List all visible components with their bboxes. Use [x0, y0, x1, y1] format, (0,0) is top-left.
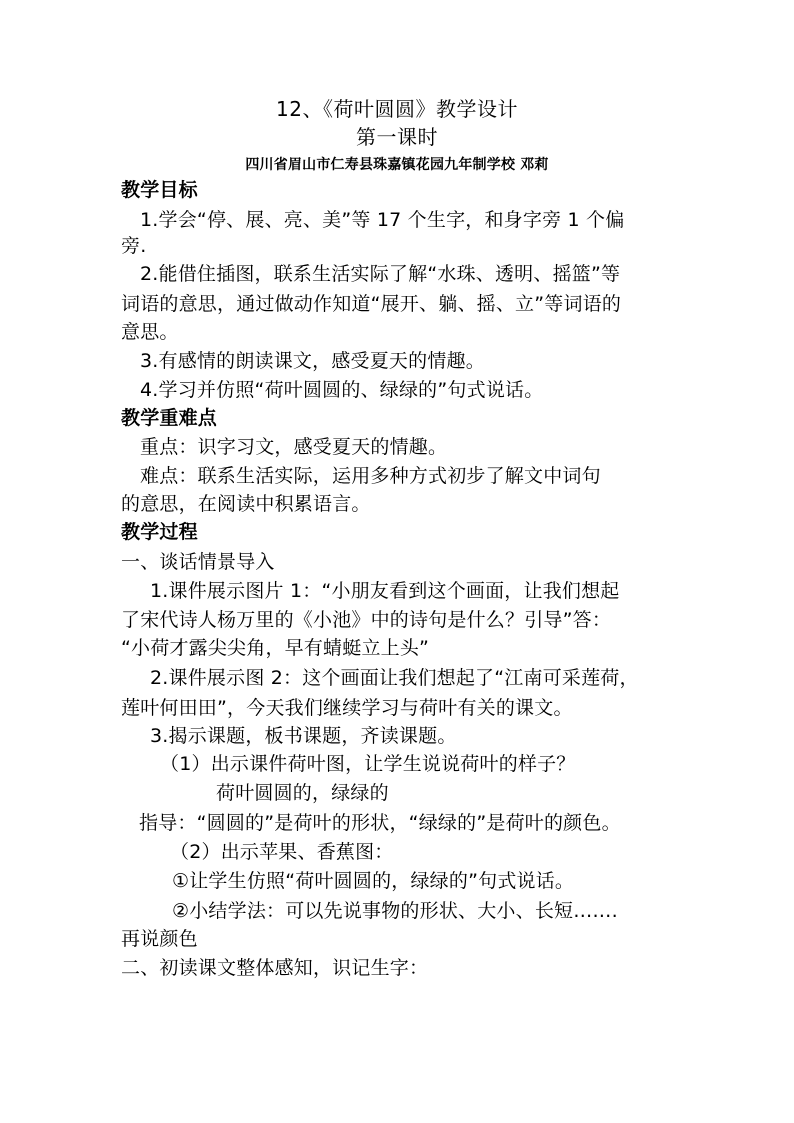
- document-title: 12、《荷叶圆圆》教学设计: [276, 97, 518, 121]
- key-point-line: 重点：识字习文，感受夏天的情趣。: [140, 436, 448, 458]
- process-line: （2）出示苹果、香蕉图：: [170, 841, 394, 863]
- process-line: （1）出示课件荷叶图，让学生说说荷叶的样子？: [160, 753, 576, 775]
- process-line: 二、初读课文整体感知，识记生字：: [121, 957, 429, 979]
- process-line: 莲叶何田田”，今天我们继续学习与荷叶有关的课文。: [121, 697, 573, 719]
- goal-line: 1.学会“停、展、亮、美”等 17 个生字，和身字旁 1 个偏: [140, 209, 625, 231]
- process-line: 一、谈话情景导入: [121, 551, 275, 573]
- key-points-heading: 教学重难点: [121, 407, 218, 429]
- process-line: 再说颜色: [121, 928, 198, 950]
- process-line: 指导：“圆圆的”是荷叶的形状，“绿绿的”是荷叶的颜色。: [139, 812, 621, 834]
- goal-line: 意思。: [121, 321, 179, 343]
- process-line: 3.揭示课题，板书课题，齐读课题。: [150, 725, 457, 747]
- process-line: 荷叶圆圆的，绿绿的: [216, 782, 389, 804]
- process-line: ①让学生仿照“荷叶圆圆的，绿绿的”句式说话。: [172, 870, 575, 892]
- process-heading: 教学过程: [121, 521, 198, 543]
- key-point-line: 难点：联系生活实际，运用多种方式初步了解文中词句: [140, 465, 601, 487]
- goal-line: 4.学习并仿照“荷叶圆圆的、绿绿的”句式说话。: [140, 379, 544, 401]
- goal-line: 旁.: [121, 235, 147, 257]
- lesson-subtitle: 第一课时: [356, 125, 438, 149]
- process-line: 2.课件展示图 2：这个画面让我们想起了“江南可采莲荷，: [150, 667, 639, 689]
- goal-line: 词语的意思，通过做动作知道“展开、躺、摇、立”等词语的: [121, 293, 622, 315]
- goal-line: 3.有感情的朗读课文，感受夏天的情趣。: [140, 350, 485, 372]
- process-line: 了宋代诗人杨万里的《小池》中的诗句是什么？引导”答：: [121, 609, 612, 631]
- process-line: “小荷才露尖尖角，早有蜻蜓立上头”: [121, 637, 430, 659]
- process-line: ②小结学法：可以先说事物的形状、大小、长短…….: [172, 900, 618, 922]
- goal-line: 2.能借住插图，联系生活实际了解“水珠、透明、摇篮”等: [140, 263, 621, 285]
- goals-heading: 教学目标: [121, 179, 198, 201]
- school-author-line: 四川省眉山市仁寿县珠嘉镇花园九年制学校 邓莉: [245, 157, 549, 173]
- key-point-line: 的意思，在阅读中积累语言。: [121, 493, 371, 515]
- process-line: 1.课件展示图片 1：“小朋友看到这个画面，让我们想起: [150, 580, 620, 602]
